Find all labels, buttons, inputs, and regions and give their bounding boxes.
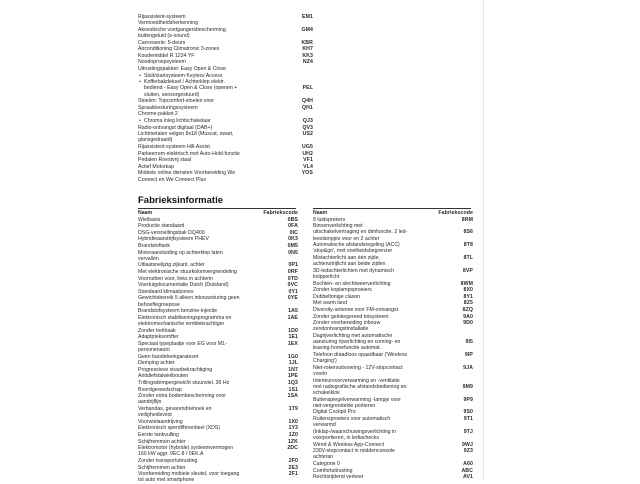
factory-right-label: Automatische afstandsregeling (ACC) 'stop&go', met snelheidsbegrenzer [313,242,400,255]
factory-right-row [313,378,473,397]
option-code: US2 [302,131,313,138]
factory-right-label: Interieurvoorverwarming en -ventilatie met radiografische afstandsbediening en schakelklok [313,377,407,396]
factory-right-label: Bochten- en slechtweerverlichting [313,280,391,287]
factory-left-label: Met elektronische stuurkolomvergrendeling [138,268,237,275]
factory-left-code: 2DC [287,445,298,452]
factory-left-code: 1ZK [287,438,298,445]
factory-left-row [138,262,298,268]
option-label: Pedalen Roestvrij staal [138,157,192,164]
factory-left-label: Voorbereiding mobiele sleutel, voor toegang tot auto met smartphone [138,471,240,484]
factory-right-row [313,442,473,448]
factory-left-code: 0YE [287,295,298,302]
factory-right-label: Mistachterlicht aan één zijde, achteruitrijlicht aan beide zijden [313,254,386,268]
factory-left-row [138,419,298,425]
factory-right-code: 9P9 [463,396,473,403]
factory-left-row [138,243,298,249]
factory-right-row [313,352,473,364]
factory-right-code: 8ZQ [462,306,473,313]
factory-left-code: 1X0 [288,418,298,425]
factory-left-label: Elektronisch stabiliseringsprogramma en elektromechanische remblekrachtiger [138,314,232,327]
factory-right-code: 8S6 [463,229,473,236]
factory-right-row [313,307,473,313]
option-code: VL4 [303,163,313,170]
factory-left-row [138,289,298,295]
option-row [138,46,313,52]
title-rule-right [313,208,471,209]
option-label: Rijassistent-systeem Hill-Assist [138,144,210,150]
option-label: Stoelen: Topcomfort-stoelen voor [138,98,215,105]
factory-left-code: 1EX [287,340,298,347]
page-edge [483,0,484,480]
option-row [138,151,313,157]
factory-left-row [138,328,298,334]
option-label: Lichtmetalen velgen 8x18 (Muscat, zwart, glansgedraaid) [138,131,234,144]
factory-right-row [313,287,473,293]
factory-left-code: 1JL [288,360,298,367]
factory-right-label: Comfortuitrusting [313,467,353,474]
factory-right-code: 9WJ [462,441,473,448]
factory-right-label: Wired & Wireless App-Connect [313,441,385,448]
factory-left-row [138,217,298,223]
factory-left-row [138,354,298,360]
factory-left-label: Brandstofsysteem benzine-injectie [138,308,218,315]
factory-right-label: Met warm land [313,300,348,307]
factory-right-label: Zonder gelnkegereed toisysteem [313,313,389,320]
factory-right-row [313,448,473,460]
option-row [138,14,313,26]
option-label: Uitrustingspakket: Easy Open & Close [138,66,226,72]
factory-right-label: Diversity-antenne voor FM-ontvangst [313,306,399,313]
option-code: KK3 [302,52,313,59]
factory-left-code: 0FA [288,223,298,230]
bullet-icon: • [139,72,141,79]
option-code: PEL [302,85,313,92]
option-label: Koudemiddel R 1234 YF [138,52,195,59]
factory-left-label: Geen baodeberkgarateset [138,353,199,360]
option-label: Kofferbakdeksel / Achterklep elektr. bediend - Easy Open & Close (openen + sluiten, sensorgestuurd) [144,79,238,98]
factory-left-label: Standaard klimaatzones [138,288,194,295]
right-header-code: Fabriekscode [438,210,473,216]
factory-left-label: Antidiefstalwielbouten [138,373,189,380]
factory-left-code: 1G0 [287,353,298,360]
factory-right-row [313,365,473,377]
factory-right-code: 9D0 [463,320,473,327]
factory-left-row [138,250,298,262]
factory-left-row [138,341,298,353]
option-label: Parkeerrem elektrisch met Auto-Hold-functie [138,150,240,157]
factory-left-label: Elektronisch sperdifferentieel (XDS) [138,425,221,432]
factory-left-code: 2E3 [288,464,298,471]
factory-right-code: 8X0 [463,287,473,294]
factory-right-row [313,281,473,287]
option-code: KBR [301,39,313,46]
option-label: Carrosserie: 5-deurs [138,39,186,46]
factory-left-code: 0P1 [288,262,298,269]
factory-right-code: AV1 [462,474,473,481]
factory-right-code: 8T8 [463,242,473,249]
factory-left-row [138,236,298,242]
factory-left-code: 1S1 [288,386,298,393]
factory-right-code: A60 [463,460,473,467]
factory-left-code: 1Q3 [287,379,298,386]
option-row [139,118,313,124]
factory-left-row [138,373,298,379]
factory-right-code: 8WM [460,280,473,287]
factory-left-code: 1AE [287,314,298,321]
factory-left-label: Hybridieaandrijfsysteem PHEV [138,236,209,243]
option-row [138,111,313,117]
factory-right-code: 9Z3 [463,448,473,455]
factory-left-label: Zonder transportuitrusting [138,457,198,464]
bullet-icon: • [139,79,141,86]
factory-left-row [138,367,298,373]
option-label: Sluit/startsysteem Keyless Access [144,72,223,79]
factory-left-code: 0TD [287,275,298,282]
option-row [138,53,313,59]
factory-left-row [138,282,298,288]
option-row [138,40,313,46]
factory-left-row [138,432,298,438]
factory-right-code: 9JA [463,364,473,371]
factory-left-row [138,315,298,327]
factory-left-row [138,393,298,405]
factory-left-row [138,308,298,314]
factory-left-label: Zonder trekhaak [138,327,176,334]
section-title: Fabrieksinformatie [138,195,223,206]
left-header-code: Fabriekscode [263,210,298,216]
factory-left-row [138,458,298,464]
factory-right-label: Dubbeltonige claxon [313,293,361,300]
factory-right-label: Dagrijverlichting met automatische aansturing rijverlichting en coming- en leaving-homefunctie automat. [313,332,401,352]
factory-right-label: Buitenspiegelverwarming -lampje voor niet-vergrendelde portieren [313,396,401,409]
factory-left-row [138,360,298,366]
option-label: Rijassistent-systeem Vermoeidheidsherkenning [138,14,198,27]
option-label: Actief Motorkap [138,163,175,170]
factory-left-label: Gewichtsbereik 5 alleen inbouwsturing geen behoeftegroepose [138,295,240,308]
option-label: Mobiele online diensten Voorbereiding We Connect en We Connect Plus [138,170,236,183]
factory-left-label: Schijfremmen achter [138,438,186,445]
factory-left-row [138,380,298,386]
factory-right-row [313,468,473,474]
factory-right-code: 8VP [462,267,473,274]
option-row [138,105,313,111]
factory-left-row [138,276,298,282]
factory-left-label: Boordgereedschap [138,386,182,393]
factory-right-label: (Inklap-/waarschuwingsverlichting in voorportieren, in lediachecks [313,428,397,441]
title-rule-left [138,208,296,209]
option-code: YOS [301,170,313,177]
factory-right-label: Ruitensproeiers voor automatisch verwarmd [313,415,391,429]
factory-right-row [313,217,473,223]
factory-right-row [313,242,473,254]
factory-left-label: Trillingsdempergewicht stuurwiel, 36 Hz [138,379,230,386]
factory-left-code: 1SA [287,393,298,400]
option-code: KH7 [302,46,313,53]
factory-left-label: Adaptpteksomfter [138,334,179,341]
bullet-icon: • [139,118,141,124]
factory-left-row [138,269,298,275]
factory-left-label: Zonder extra bodembescherming voor aandrijflijn [138,393,226,406]
factory-right-code: 8Z5 [463,300,473,307]
option-row [139,79,313,98]
factory-right-label: 3D-ledachterlichten met dynamisch knipperlicht [313,267,395,280]
factory-left-code: 0K3 [288,236,298,243]
option-label: Chroma inleg lichtschakelaar [144,118,211,124]
factory-right-label: Digital Cockpit Pro [313,409,356,416]
factory-left-code: 0VC [287,282,298,289]
option-row [138,164,313,170]
option-code: QJ3 [302,118,313,124]
option-code: NZ4 [302,59,313,66]
factory-right-code: ABC [461,467,473,474]
factory-left-row [138,387,298,393]
factory-left-label: Eerste tankvulling [138,431,179,438]
factory-right-label: Niet-rokersuitvoering - 12V-stopcontact voorin [313,364,403,377]
option-row [138,27,313,39]
factory-right-row [313,268,473,280]
factory-right-row [313,397,473,409]
factory-left-row [138,223,298,229]
option-code: Q4H [302,98,313,105]
factory-left-label: Voorwielaandrijving [138,418,183,425]
factory-right-label: Zonder koplampsproeiers [313,287,372,294]
factory-left-code: 1T9 [288,405,298,412]
factory-left-label: DSG-versnellingsbak DQ400 [138,229,205,236]
factory-left-label: Schijfremmen achter [138,464,186,471]
factory-right-label: 230V-stopcontact in middenconsole achteran [313,448,395,461]
factory-right-code: 9I5 [465,339,473,346]
factory-left-code: 2F0 [288,457,298,464]
factory-left-row [138,295,298,307]
factory-left-label: Voorruitten voor, links in achterin [138,275,213,282]
factory-left-code: 0Y1 [288,288,298,295]
factory-left-label: Progressieve stuurbekrachtiging [138,366,213,373]
option-code: UH2 [302,150,313,157]
factory-right-row [313,300,473,306]
factory-right-label: Rechtsrijdend verkeer [313,474,364,481]
left-header-name: Naam [138,210,153,216]
factory-left-label: Elektromotor (hybride) systeemvermogen 160 kW aggr. 0EC.8 / 0EK.A [138,445,234,458]
factory-right-code: 8Y1 [463,293,473,300]
factory-right-code: 9T1 [463,415,473,422]
factory-left-code: 1Y3 [288,425,298,432]
factory-left-label: Productie standaard [138,223,185,230]
factory-right-label: Categorie 0 [313,460,340,467]
factory-left-row [138,406,298,418]
option-row [138,157,313,163]
factory-left-row [138,471,298,483]
factory-left-code: 0N5 [288,249,298,256]
option-code: QV3 [302,124,313,131]
factory-left-row [138,230,298,236]
factory-left-row [138,334,298,340]
option-code: EM1 [302,14,313,20]
factory-left-row [138,439,298,445]
factory-left-row [138,445,298,457]
factory-right-label: Telefoon draadloos opaadbaar ('Wireless Charging') [313,351,408,365]
factory-right-code: 9S0 [463,409,473,416]
factory-left-label: Voertuigdocumentatie Dutch (Dutsland) [138,282,229,289]
factory-right-label: Zonder voorbereiding inbouw zendontvangstinstallatie [313,320,381,333]
factory-left-code: 0BS [287,216,298,223]
factory-left-row [138,425,298,431]
option-row [138,131,313,143]
factory-right-row [313,416,473,428]
factory-left-code: 0RF [287,268,298,275]
factory-right-code: 8RM [461,216,473,223]
factory-right-code: 9IP [464,351,473,358]
factory-right-row [313,474,473,480]
factory-left-code: 0M5 [287,242,298,249]
factory-left-code: 1PE [287,373,298,380]
factory-right-code: 9A0 [463,313,473,320]
factory-right-row [313,314,473,320]
option-label: Radio-ontvangst digitaal (DAB+) [138,124,213,131]
option-label: Spraakbesturingssysteem [138,104,198,111]
factory-left-label: Wielbasis [138,216,161,223]
factory-right-label: Binnenverlichting met uitschakelvertraging en dimfunctie, 2 led- leeslampjes voor en 2 achter [313,223,408,242]
factory-left-label: Demping achter [138,360,175,367]
option-code: VF1 [303,157,313,164]
factory-right-row [313,223,473,242]
factory-right-row [313,429,473,441]
option-label: Noodoproepsysteem [138,59,186,66]
factory-left-code: 2F1 [288,471,298,478]
factory-right-code: 9TJ [463,428,473,435]
factory-left-label: Speciaal typeplaatje voor EG voor M1- personenauto [138,340,227,353]
option-code: GM4 [301,26,313,33]
right-header-name: Naam [313,210,328,216]
option-row [138,170,313,182]
factory-left-row [138,465,298,471]
factory-left-code: 1E1 [288,334,298,341]
factory-left-code: 0IC [289,229,298,236]
factory-right-code: 8TL [463,254,473,261]
option-label: Airconditioning Climatronic 3-zones [138,46,220,53]
option-row [138,59,313,65]
factory-right-row [313,294,473,300]
factory-left-code: 1N7 [288,366,298,373]
option-label: Chrome-pakket 2 [138,111,178,118]
factory-left-code: 1D0 [288,327,298,334]
factory-right-row [313,320,473,332]
factory-left-label: Verbandas, gevarendriehoek en veiligheidsvest [138,405,212,419]
factory-left-label: Brandstoftank [138,242,171,249]
option-code: UG5 [302,144,313,150]
factory-right-row [313,333,473,352]
factory-left-label: Uitlaatsnelijzig zijkant, achter [138,262,205,269]
factory-left-label: Motoraansluiding op achterklep laten vervallen [138,249,223,262]
option-row [138,66,313,72]
factory-right-label: 8 luidsprekers [313,216,346,223]
factory-left-code: 1Z0 [288,431,298,438]
factory-right-row [313,409,473,415]
option-row [138,144,313,150]
factory-right-row [313,255,473,267]
factory-right-code: 9M9 [462,383,473,390]
option-row [138,98,313,104]
option-row [138,125,313,131]
option-code: QH1 [302,104,313,111]
option-label: Akoestische voetgangersbescherming, buitengeluid (e-sound) [138,26,228,39]
factory-left-code: 1A5 [288,308,298,315]
option-row [139,72,313,79]
factory-right-row [313,461,473,467]
